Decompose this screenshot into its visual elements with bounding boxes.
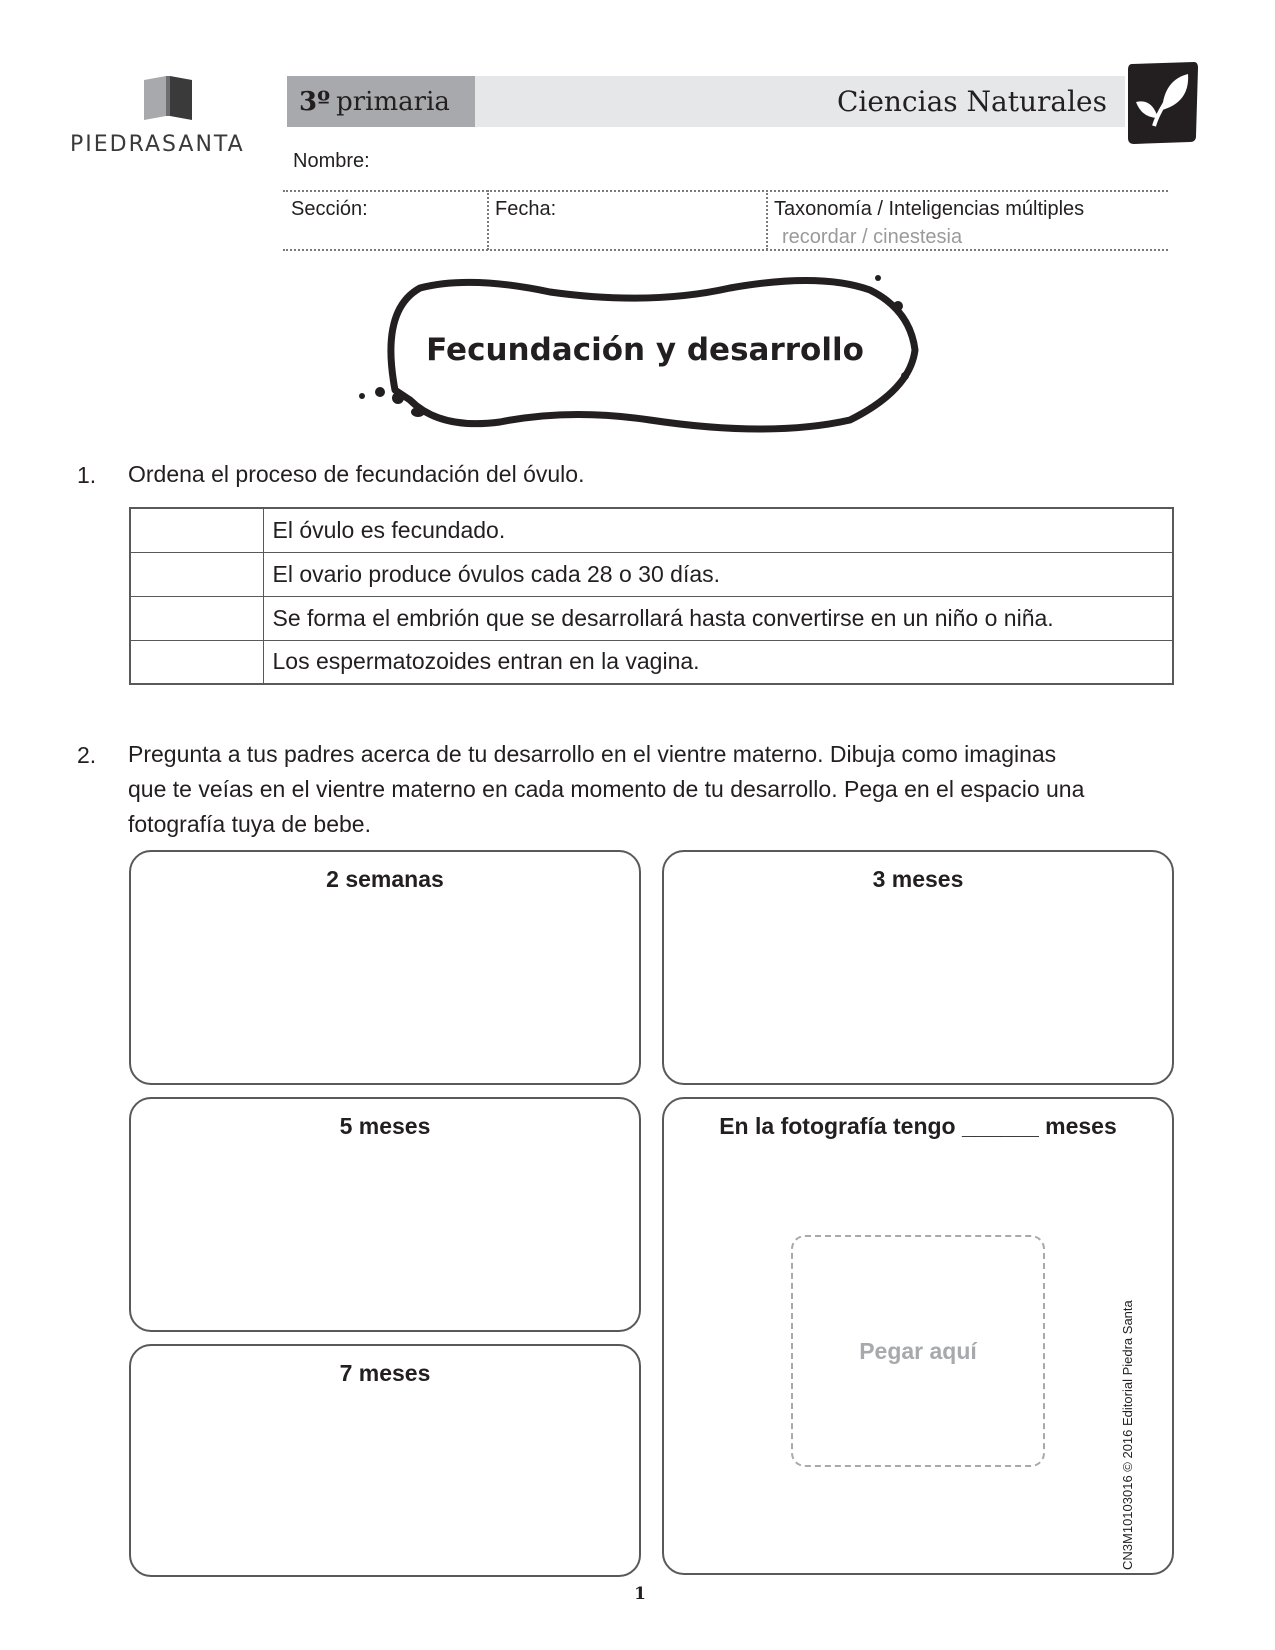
order-number-cell[interactable] — [130, 552, 263, 596]
grade-text: primaria — [336, 86, 450, 117]
drawing-box-5-months[interactable] — [129, 1097, 641, 1332]
book-icon — [142, 72, 194, 122]
table-row — [130, 552, 1173, 596]
order-number-cell[interactable] — [130, 640, 263, 684]
page-number: 1 — [634, 1584, 646, 1604]
publisher-logo — [70, 72, 270, 162]
question-2-line-1: Pregunta a tus padres acerca de tu desarrollo en el vientre materno. Dibuja como imaginas — [128, 741, 1057, 767]
page-title: Fecundación y desarrollo — [426, 332, 864, 368]
table-row — [130, 596, 1173, 640]
subject-title: Ciencias Naturales — [475, 76, 1125, 127]
table-row — [130, 508, 1173, 552]
date-label: Fecha: — [495, 198, 557, 220]
box-title: 3 meses — [872, 866, 964, 892]
grade-number: 3º — [299, 86, 331, 117]
order-step-text: Los espermatozoides entran en la vagina. — [263, 640, 1173, 684]
order-step-text: Se forma el embrión que se desarrollará hasta convertirse en un niño o niña. — [263, 596, 1173, 640]
brand-name: PIEDRASANTA — [70, 132, 245, 157]
form-bottom-divider — [283, 249, 1168, 251]
section-label: Sección: — [291, 198, 368, 220]
paste-photo-area[interactable]: Pegar aquí — [791, 1235, 1045, 1467]
order-table — [129, 507, 1174, 685]
question-1-text: Ordena el proceso de fecundación del óvulo. — [128, 461, 585, 487]
leaf-icon — [1124, 60, 1200, 144]
question-2-line-2: que te veías en el vientre materno en cada momento de tu desarrollo. Pega en el espacio una — [128, 776, 1085, 802]
order-step-text: El ovario produce óvulos cada 28 o 30 días. — [263, 552, 1173, 596]
taxonomy-subtitle: recordar / cinestesia — [782, 226, 963, 248]
drawing-box-7-months[interactable] — [129, 1344, 641, 1577]
name-label: Nombre: — [293, 150, 370, 172]
box-title: 5 meses — [339, 1113, 431, 1139]
copyright-notice: CN3M10103016 © 2016 Editorial Piedra Santa — [1120, 1300, 1135, 1570]
box-title: 7 meses — [339, 1360, 431, 1386]
field-divider — [766, 190, 768, 250]
box-title: 2 semanas — [326, 866, 444, 892]
taxonomy-label: Taxonomía / Inteligencias múltiples — [774, 198, 1085, 220]
grade-label — [287, 76, 475, 127]
drawing-box-3-months[interactable] — [662, 850, 1174, 1085]
box-title: En la fotografía tengo ______ meses — [719, 1113, 1117, 1139]
drawing-box-2-weeks[interactable] — [129, 850, 641, 1085]
question-1-number: 1. — [77, 462, 97, 488]
table-row — [130, 640, 1173, 684]
question-2-number: 2. — [77, 742, 97, 768]
order-number-cell[interactable] — [130, 508, 263, 552]
order-number-cell[interactable] — [130, 596, 263, 640]
name-divider — [283, 190, 1168, 192]
question-2-line-3: fotografía tuya de bebe. — [128, 811, 371, 837]
order-step-text: El óvulo es fecundado. — [263, 508, 1173, 552]
field-divider — [487, 190, 489, 250]
